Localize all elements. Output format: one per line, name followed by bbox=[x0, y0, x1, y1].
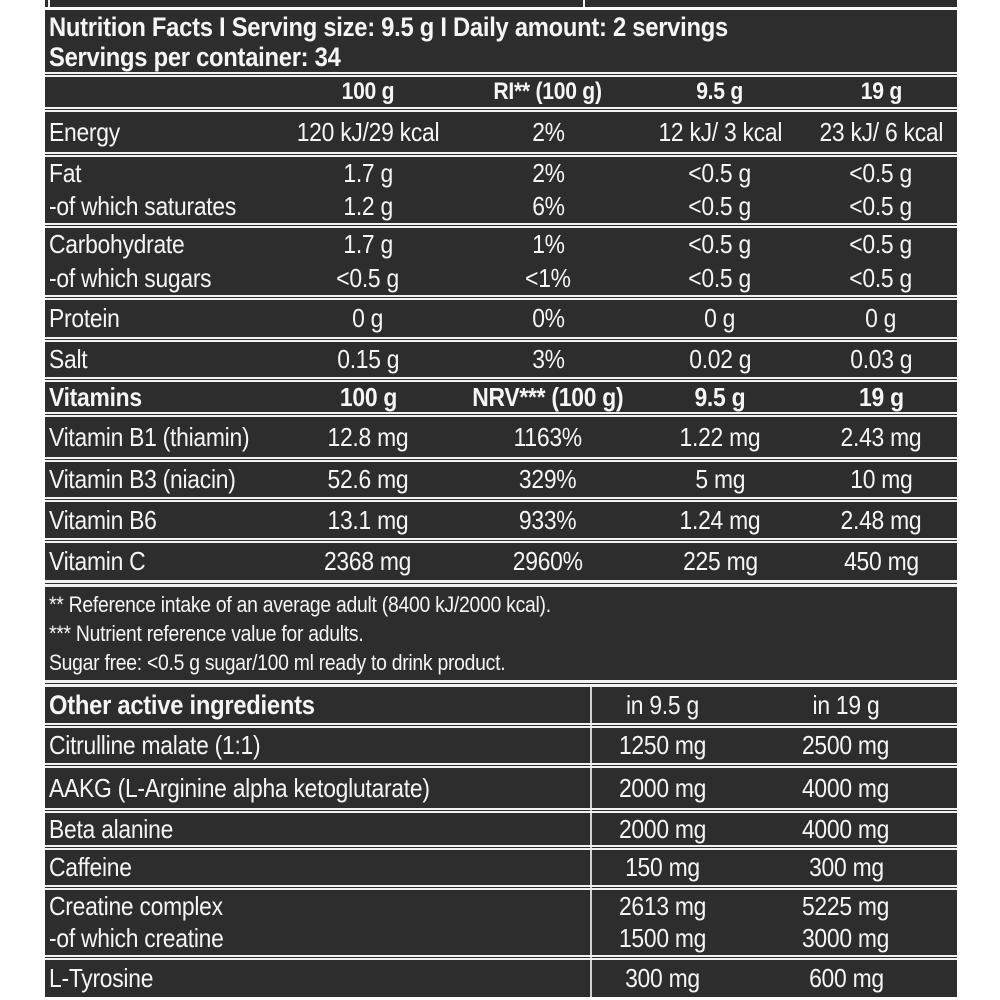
value-text: 120 kJ/29 kcal bbox=[296, 116, 440, 147]
col-9-5g-label: 9.5 g bbox=[696, 78, 744, 105]
ingredient-name-text: AAKG (L-Arginine alpha ketoglutarate) bbox=[49, 772, 430, 803]
value-text: 4000 mg bbox=[802, 772, 890, 803]
value-text: 0 g bbox=[352, 303, 384, 333]
value-nrv bbox=[461, 464, 635, 495]
nutrient-name bbox=[45, 464, 275, 495]
value-100g bbox=[275, 546, 461, 577]
nutrient-name-text: Salt bbox=[49, 344, 88, 374]
nutrient-name bbox=[45, 303, 275, 334]
value-text: 300 mg bbox=[625, 963, 700, 993]
row-protein bbox=[45, 300, 957, 337]
row-l-tyrosine bbox=[45, 960, 957, 997]
value-9-5g bbox=[590, 891, 735, 922]
value-100g bbox=[275, 303, 461, 334]
value-19g bbox=[805, 464, 957, 495]
row-beta-alanine bbox=[45, 813, 957, 845]
column-header-row bbox=[45, 77, 957, 107]
value-100g bbox=[275, 505, 461, 536]
row-vitamin-c bbox=[45, 543, 957, 580]
row-aakg bbox=[45, 768, 957, 808]
value-text: 450 mg bbox=[843, 546, 919, 576]
col-19g bbox=[805, 382, 957, 413]
value-100g bbox=[275, 191, 461, 222]
value-9-5g bbox=[635, 229, 805, 260]
title-line-2 bbox=[49, 42, 957, 72]
value-text: 23 kJ/ 6 kcal bbox=[819, 116, 943, 147]
value-9-5g bbox=[635, 505, 805, 536]
other-ingredients-header-row bbox=[45, 687, 957, 723]
value-9-5g bbox=[590, 963, 735, 994]
divider bbox=[45, 680, 957, 687]
nutrient-name bbox=[45, 191, 275, 222]
value-text: 2% bbox=[531, 158, 565, 188]
value-ri bbox=[461, 344, 635, 375]
value-text: <0.5 g bbox=[336, 262, 400, 293]
nutrient-name-text: -of which saturates bbox=[49, 191, 237, 221]
value-text: 1500 mg bbox=[618, 923, 707, 953]
value-19g bbox=[735, 814, 957, 845]
column-divider-line bbox=[590, 687, 592, 999]
col-label: 100 g bbox=[339, 382, 397, 412]
ingredient-name bbox=[45, 730, 590, 761]
value-9-5g bbox=[635, 191, 805, 222]
value-text: 1250 mg bbox=[618, 730, 707, 760]
footnote-nrv bbox=[49, 619, 957, 648]
col-ri-label: RI** (100 g) bbox=[493, 78, 603, 105]
value-ri bbox=[461, 303, 635, 334]
value-text: 2% bbox=[531, 116, 565, 147]
col-100g-label: 100 g bbox=[341, 78, 395, 105]
value-text: 5 mg bbox=[695, 464, 745, 494]
value-100g bbox=[275, 422, 461, 453]
value-19g bbox=[805, 505, 957, 536]
value-19g bbox=[805, 422, 957, 453]
col-100g bbox=[275, 382, 461, 413]
value-text: 10 mg bbox=[849, 464, 913, 494]
value-text: 5225 mg bbox=[802, 890, 890, 921]
servings-text: Servings per container: 34 bbox=[49, 42, 341, 72]
value-19g bbox=[805, 546, 957, 577]
nutrient-name-text: Vitamin B1 (thiamin) bbox=[49, 421, 250, 452]
nutrient-name bbox=[45, 158, 275, 189]
ingredient-name bbox=[45, 963, 590, 994]
nutrient-name bbox=[45, 546, 275, 577]
nutrient-name-text: Vitamin B3 (niacin) bbox=[49, 464, 236, 494]
value-nrv bbox=[461, 505, 635, 536]
value-19g bbox=[805, 191, 957, 222]
ingredient-name-text: L-Tyrosine bbox=[49, 963, 154, 993]
value-text: 600 mg bbox=[808, 963, 884, 993]
value-text: 0% bbox=[531, 303, 565, 333]
value-text: 1% bbox=[531, 229, 565, 259]
vitamins-title-text: Vitamins bbox=[49, 382, 142, 412]
value-text: 52.6 mg bbox=[327, 464, 409, 494]
row-creatine-complex bbox=[45, 890, 957, 922]
value-19g bbox=[805, 117, 957, 148]
value-ri bbox=[461, 229, 635, 260]
value-9-5g bbox=[635, 344, 805, 375]
other-ingredients-table bbox=[45, 687, 957, 999]
value-ri bbox=[461, 263, 635, 294]
value-text: 0.02 g bbox=[688, 344, 752, 374]
strip-mark bbox=[583, 0, 585, 7]
value-text: 0.15 g bbox=[336, 344, 400, 374]
col-in-9-5g bbox=[590, 690, 735, 721]
col-9-5g bbox=[635, 78, 805, 106]
value-9-5g bbox=[635, 117, 805, 148]
ingredient-name-text: -of which creatine bbox=[49, 923, 224, 953]
value-text: 2960% bbox=[513, 546, 583, 576]
value-nrv bbox=[461, 422, 635, 453]
ingredient-name-text: Beta alanine bbox=[49, 813, 174, 844]
ingredient-name bbox=[45, 891, 590, 922]
value-ri bbox=[461, 158, 635, 189]
value-text: <0.5 g bbox=[688, 191, 752, 221]
value-text: 6% bbox=[531, 191, 565, 221]
nutrient-name bbox=[45, 229, 275, 260]
value-text: 2000 mg bbox=[618, 772, 707, 803]
row-carbohydrate bbox=[45, 228, 957, 261]
value-text: <0.5 g bbox=[688, 158, 752, 188]
ingredient-name-text: Caffeine bbox=[49, 852, 132, 882]
value-text: 1.22 mg bbox=[679, 421, 761, 452]
col-19g bbox=[805, 78, 957, 106]
value-100g bbox=[275, 229, 461, 260]
value-text: 0.03 g bbox=[849, 344, 913, 374]
row-group-carbohydrate bbox=[45, 228, 957, 295]
row-saturates bbox=[45, 190, 957, 223]
value-9-5g bbox=[635, 422, 805, 453]
row-energy bbox=[45, 112, 957, 152]
row-caffeine bbox=[45, 850, 957, 885]
value-text: <0.5 g bbox=[688, 229, 752, 259]
value-text: <0.5 g bbox=[849, 229, 913, 259]
ingredient-name bbox=[45, 852, 590, 883]
nutrient-name bbox=[45, 422, 275, 453]
other-ingredients-title-text: Other active ingredients bbox=[49, 689, 315, 720]
title-text: Nutrition Facts I Serving size: 9.5 g I Daily amount: 2 servings bbox=[49, 12, 728, 42]
divider bbox=[45, 580, 957, 587]
value-text: 1163% bbox=[513, 421, 583, 452]
nutrient-name bbox=[45, 263, 275, 294]
value-19g bbox=[735, 963, 957, 994]
value-text: 2368 mg bbox=[324, 546, 412, 576]
footnote-text: Sugar free: <0.5 g sugar/100 ml ready to drink product. bbox=[49, 650, 506, 675]
footnotes-block bbox=[45, 587, 957, 680]
footnote-text: *** Nutrient reference value for adults. bbox=[49, 621, 364, 646]
nutrient-name bbox=[45, 505, 275, 536]
nutrient-name-text: Energy bbox=[49, 116, 120, 147]
value-100g bbox=[275, 158, 461, 189]
value-text: <0.5 g bbox=[849, 158, 913, 188]
col-9-5g bbox=[635, 382, 805, 413]
value-9-5g bbox=[635, 263, 805, 294]
value-text: 300 mg bbox=[808, 852, 884, 882]
row-salt bbox=[45, 342, 957, 377]
row-group-creatine bbox=[45, 890, 957, 955]
value-text: 225 mg bbox=[682, 546, 758, 576]
value-text: 0 g bbox=[865, 303, 897, 333]
vitamins-title bbox=[45, 382, 275, 413]
row-sugars bbox=[45, 261, 957, 295]
value-nrv bbox=[461, 546, 635, 577]
col-label: NRV*** (100 g) bbox=[472, 382, 624, 412]
value-19g bbox=[805, 158, 957, 189]
col-label: 9.5 g bbox=[694, 382, 746, 412]
ingredient-name-text: Creatine complex bbox=[49, 890, 223, 921]
top-cropped-row bbox=[45, 0, 957, 7]
value-text: 12 kJ/ 3 kcal bbox=[658, 116, 782, 147]
other-ingredients-title bbox=[45, 690, 590, 721]
row-of-which-creatine bbox=[45, 922, 957, 955]
value-100g bbox=[275, 464, 461, 495]
value-text: 2613 mg bbox=[618, 890, 707, 921]
col-nrv bbox=[461, 382, 635, 413]
ingredient-name-text: Citrulline malate (1:1) bbox=[49, 730, 261, 760]
col-label: in 9.5 g bbox=[626, 689, 699, 720]
value-text: 13.1 mg bbox=[327, 504, 409, 535]
value-text: 1.24 mg bbox=[679, 504, 761, 535]
value-9-5g bbox=[590, 852, 735, 883]
ingredient-name bbox=[45, 923, 590, 954]
row-vitamin-b6 bbox=[45, 502, 957, 538]
nutrient-name-text: Vitamin B6 bbox=[49, 504, 157, 535]
col-19g-label: 19 g bbox=[860, 78, 902, 105]
ingredient-name bbox=[45, 814, 590, 845]
footnote-sugar-free bbox=[49, 648, 957, 677]
nutrient-name-text: Vitamin C bbox=[49, 546, 146, 576]
value-19g bbox=[805, 263, 957, 294]
value-9-5g bbox=[590, 730, 735, 761]
ingredient-name bbox=[45, 773, 590, 804]
row-group-fat bbox=[45, 157, 957, 223]
value-100g bbox=[275, 344, 461, 375]
value-text: 150 mg bbox=[625, 852, 700, 882]
nutrient-name-text: Carbohydrate bbox=[49, 229, 185, 259]
value-19g bbox=[805, 229, 957, 260]
value-19g bbox=[805, 344, 957, 375]
value-text: 1.2 g bbox=[343, 191, 393, 221]
value-19g bbox=[735, 730, 957, 761]
title-line-1 bbox=[49, 12, 957, 42]
value-text: 4000 mg bbox=[802, 813, 890, 844]
value-text: 2500 mg bbox=[802, 730, 890, 760]
value-text: 1.7 g bbox=[343, 229, 393, 259]
value-100g bbox=[275, 263, 461, 294]
value-19g bbox=[735, 773, 957, 804]
value-9-5g bbox=[635, 158, 805, 189]
value-text: <0.5 g bbox=[849, 262, 913, 293]
row-vitamin-b1 bbox=[45, 417, 957, 457]
value-9-5g bbox=[590, 814, 735, 845]
nutrient-name bbox=[45, 117, 275, 148]
footnote-text: ** Reference intake of an average adult (8400 kJ/2000 kcal). bbox=[49, 592, 551, 617]
value-9-5g bbox=[635, 464, 805, 495]
value-text: 933% bbox=[519, 504, 577, 535]
row-citrulline-malate bbox=[45, 728, 957, 763]
value-100g bbox=[275, 117, 461, 148]
col-label: in 19 g bbox=[812, 689, 880, 720]
label-table bbox=[45, 0, 957, 999]
footnote-ri bbox=[49, 590, 957, 619]
vitamins-header-row bbox=[45, 382, 957, 412]
value-text: <0.5 g bbox=[688, 262, 752, 293]
nutrient-name bbox=[45, 344, 275, 375]
value-text: 329% bbox=[519, 464, 577, 494]
value-9-5g bbox=[590, 923, 735, 954]
value-19g bbox=[735, 852, 957, 883]
value-text: 1.7 g bbox=[343, 158, 393, 188]
value-text: <0.5 g bbox=[849, 191, 913, 221]
row-vitamin-b3 bbox=[45, 462, 957, 497]
value-ri bbox=[461, 117, 635, 148]
nutrient-name-text: Protein bbox=[49, 303, 120, 333]
nutrient-name-text: Fat bbox=[49, 158, 82, 188]
strip-mark bbox=[48, 0, 50, 7]
value-ri bbox=[461, 191, 635, 222]
value-text: 0 g bbox=[704, 303, 736, 333]
value-text: 2.43 mg bbox=[840, 421, 922, 452]
value-19g bbox=[735, 891, 957, 922]
value-text: 2.48 mg bbox=[840, 504, 922, 535]
value-text: 3% bbox=[531, 344, 565, 374]
value-19g bbox=[735, 923, 957, 954]
value-text: 3000 mg bbox=[802, 923, 890, 953]
nutrient-name-text: -of which sugars bbox=[49, 262, 212, 293]
col-ri bbox=[461, 78, 635, 106]
value-text: 2000 mg bbox=[618, 813, 707, 844]
value-9-5g bbox=[635, 546, 805, 577]
col-in-19g bbox=[735, 690, 957, 721]
col-100g bbox=[275, 78, 461, 106]
bottom-edge bbox=[45, 997, 957, 999]
value-text: 12.8 mg bbox=[327, 421, 409, 452]
value-9-5g bbox=[590, 773, 735, 804]
row-fat bbox=[45, 157, 957, 190]
value-9-5g bbox=[635, 303, 805, 334]
value-text: <1% bbox=[525, 262, 571, 293]
col-label: 19 g bbox=[858, 382, 904, 412]
value-19g bbox=[805, 303, 957, 334]
label-header bbox=[45, 10, 957, 72]
